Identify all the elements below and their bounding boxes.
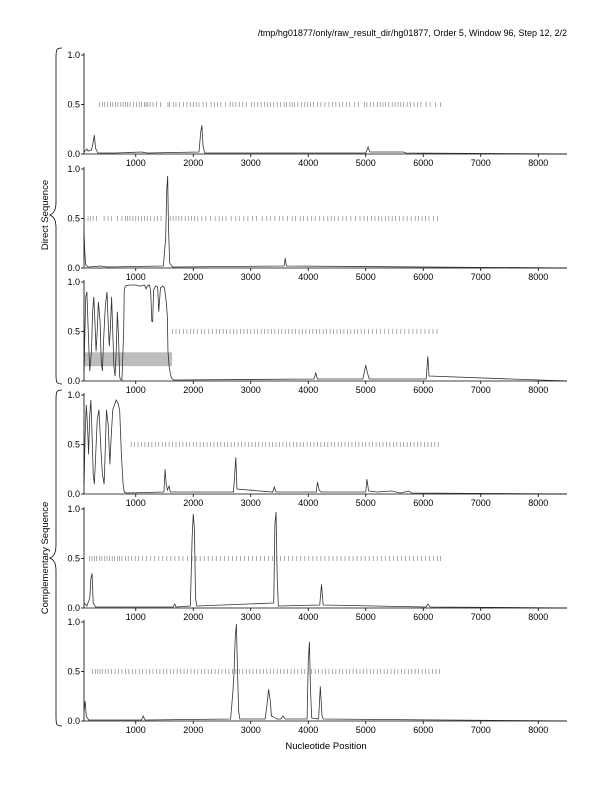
y-tick-label: 1.0: [67, 504, 80, 514]
y-tick-label: 0.0: [67, 603, 80, 613]
y-tick-label: 0.5: [67, 99, 80, 110]
x-tick-label: 7000: [470, 385, 491, 395]
y-tick-label: 0.5: [67, 553, 80, 564]
x-tick-label: 1000: [125, 385, 146, 395]
x-tick-label: 7000: [470, 158, 491, 168]
x-tick-label: 2000: [183, 498, 204, 508]
y-tick-label: 1.0: [67, 164, 80, 174]
x-tick-label: 3000: [240, 272, 261, 282]
panel-6: [67, 617, 567, 735]
x-tick-label: 6000: [413, 498, 434, 508]
panel-4: [67, 390, 567, 508]
y-tick-label: 1.0: [67, 617, 80, 627]
x-tick-label: 8000: [528, 612, 549, 622]
x-tick-label: 7000: [470, 612, 491, 622]
direct-group-label: Direct Sequence: [40, 179, 51, 251]
x-tick-label: 7000: [470, 498, 491, 508]
y-tick-label: 1.0: [67, 50, 80, 60]
y-tick-label: 0.5: [67, 439, 80, 450]
panel-2: [67, 164, 567, 282]
x-tick-label: 5000: [355, 725, 376, 735]
panel-3: [67, 277, 567, 395]
x-axis-title: Nucleotide Position: [285, 741, 367, 752]
x-tick-label: 5000: [355, 612, 376, 622]
x-tick-label: 3000: [240, 158, 261, 168]
x-tick-label: 6000: [413, 385, 434, 395]
series-line: [84, 512, 567, 608]
x-tick-label: 2000: [183, 385, 204, 395]
y-tick-label: 1.0: [67, 277, 80, 287]
panels-group: [67, 50, 567, 735]
x-tick-label: 3000: [240, 612, 261, 622]
x-tick-label: 1000: [125, 158, 146, 168]
x-tick-label: 2000: [183, 158, 204, 168]
x-tick-label: 4000: [298, 385, 319, 395]
x-tick-label: 8000: [528, 158, 549, 168]
y-tick-label: 0.0: [67, 376, 80, 386]
x-tick-label: 1000: [125, 612, 146, 622]
series-line: [84, 285, 567, 381]
y-tick-label: 0.5: [67, 666, 80, 677]
x-tick-label: 5000: [355, 272, 376, 282]
x-tick-label: 8000: [528, 385, 549, 395]
direct-group-brace: [50, 48, 62, 384]
x-tick-label: 4000: [298, 612, 319, 622]
x-tick-label: 7000: [470, 272, 491, 282]
x-tick-label: 6000: [413, 158, 434, 168]
x-tick-label: 3000: [240, 385, 261, 395]
x-tick-label: 8000: [528, 272, 549, 282]
y-tick-label: 0.0: [67, 263, 80, 273]
x-tick-label: 1000: [125, 725, 146, 735]
shaded-region: [84, 352, 172, 366]
x-tick-label: 8000: [528, 498, 549, 508]
x-tick-label: 5000: [355, 385, 376, 395]
x-tick-label: 4000: [298, 725, 319, 735]
panel-5: [67, 504, 567, 622]
x-tick-label: 2000: [183, 725, 204, 735]
x-tick-label: 3000: [240, 725, 261, 735]
y-tick-label: 0.5: [67, 326, 80, 337]
x-tick-label: 6000: [413, 272, 434, 282]
x-tick-label: 5000: [355, 158, 376, 168]
panel-1: [67, 50, 567, 168]
x-tick-label: 4000: [298, 158, 319, 168]
x-tick-label: 4000: [298, 272, 319, 282]
x-tick-label: 6000: [413, 612, 434, 622]
x-tick-label: 7000: [470, 725, 491, 735]
x-tick-label: 5000: [355, 498, 376, 508]
x-tick-label: 2000: [183, 272, 204, 282]
series-line: [84, 400, 567, 494]
complementary-group-brace: [50, 390, 62, 726]
y-tick-label: 1.0: [67, 390, 80, 400]
x-tick-label: 2000: [183, 612, 204, 622]
x-tick-label: 8000: [528, 725, 549, 735]
series-line: [84, 125, 567, 154]
series-line: [84, 176, 567, 268]
y-tick-label: 0.5: [67, 213, 80, 224]
y-tick-label: 0.0: [67, 716, 80, 726]
x-tick-label: 1000: [125, 272, 146, 282]
x-tick-label: 6000: [413, 725, 434, 735]
complementary-group-label: Complementary Sequence: [40, 501, 51, 615]
x-tick-label: 4000: [298, 498, 319, 508]
header-text: /tmp/hg01877/only/raw_result_dir/hg01877, Order 5, Window 96, Step 12, 2/2: [257, 28, 567, 38]
y-tick-label: 0.0: [67, 489, 80, 499]
x-tick-label: 3000: [240, 498, 261, 508]
x-tick-label: 1000: [125, 498, 146, 508]
y-tick-label: 0.0: [67, 149, 80, 159]
